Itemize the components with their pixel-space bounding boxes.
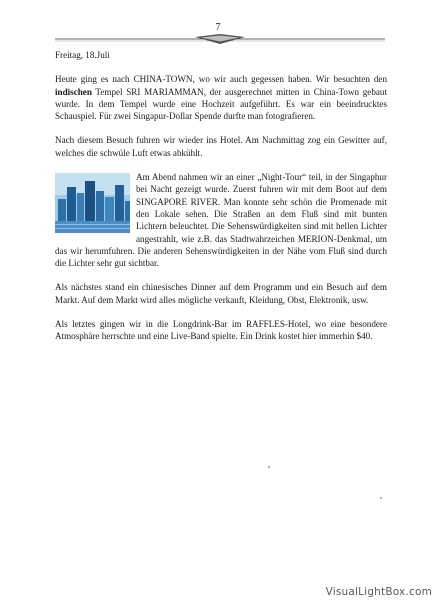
date-line: Freitag, 18.Juli xyxy=(55,50,110,60)
paragraph-raffles: Als letztes gingen wir in die Longdrink-Bar im RAFFLES-Hotel, wo eine besondere Atmosphäre herrschte und eine Live-Band spielte. Ein Drink kostet hier immerhin $40. xyxy=(55,319,387,342)
watermark: VisualLightBox.com xyxy=(325,586,432,598)
paragraph-chinatown xyxy=(55,73,387,122)
page-number: 7 xyxy=(215,22,221,33)
scan-speck xyxy=(380,497,382,499)
paragraph-text: Tempel SRI MARIAMMAN, der ausgerechnet mitten in China-Town gebaut wurde. In dem Tempel wurde eine Hochzeit aufgeführt. Es war ein beeindrucktes Schauspiel. Für zwei Singapur-Dollar Spende durfte man fotografieren. xyxy=(55,86,387,122)
paragraph-text: Am Abend nahmen wir an einer „Night-Tour“ teil, in der Singaphur bei Nacht gezeigt wurde. Zuerst fuhren wir mit dem Boot auf dem SINGAPORE RIVER. Man konnte sehr schön die Promenade mit den Lokale sehen. Die Straßen an dem Fluß sind mit bunten Lichtern beleuchtet. Die Sehenswürdigkeiten sind mit hellen Lichter angestrahlt, wie z.B. das Stadtwahrzeichen MERION-Denkmal, um das wir herumfuhren. Die anderen Sehenswürdigkeiten in der Nähe vom Fluß sind durch die Lichter sehr gut sichtbar. xyxy=(55,172,387,269)
bold-word: indischen xyxy=(55,86,92,97)
document-body xyxy=(55,49,387,355)
paragraph-text: Heute ging es nach CHINA-TOWN, wo wir auch gegessen haben. Wir besuchten den xyxy=(55,74,387,85)
city-skyline-icon xyxy=(55,173,130,233)
paragraph-dinner: Als nächstes stand ein chinesisches Dinner auf dem Programm und ein Besuch auf dem Markt. Auf dem Markt wird alles mögliche verkauft, Kleidung, Obst, Elektronik, usw. xyxy=(55,282,387,305)
scan-speck xyxy=(268,466,270,468)
paragraph-night-tour xyxy=(55,171,387,269)
header-divider xyxy=(55,33,385,45)
paragraph-hotel: Nach diesem Besuch fuhren wir wieder ins Hotel. Am Nachmittag zog ein Gewitter auf, welches die schwüle Luft etwas abkühlt. xyxy=(55,135,387,158)
